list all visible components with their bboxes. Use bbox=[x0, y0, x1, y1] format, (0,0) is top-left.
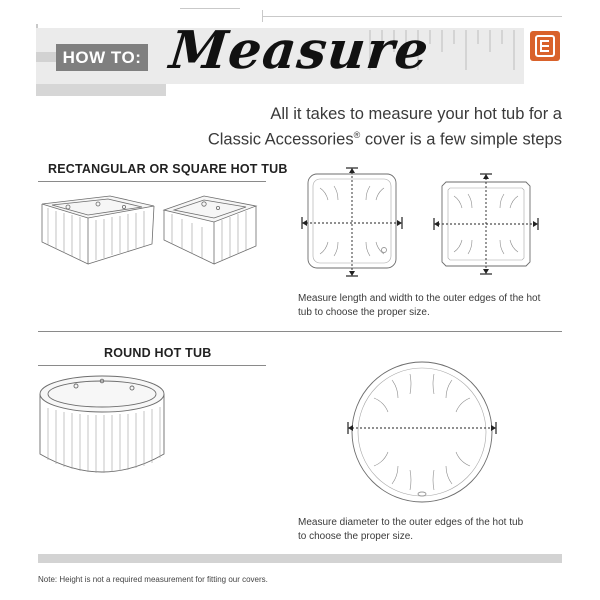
round-section-title: ROUND HOT TUB bbox=[104, 346, 212, 360]
round-caption bbox=[298, 516, 523, 544]
rectangular-caption bbox=[298, 292, 540, 320]
round-hot-tub-image bbox=[36, 372, 168, 480]
intro-line-2 bbox=[142, 125, 562, 151]
rectangular-caption-line-2: tub to choose the proper size. bbox=[298, 307, 430, 318]
rectangular-section-title: RECTANGULAR OR SQUARE HOT TUB bbox=[48, 162, 288, 176]
intro-brand: Classic Accessories bbox=[207, 130, 354, 149]
section-divider bbox=[38, 331, 562, 332]
round-caption-line-2: to choose the proper size. bbox=[298, 531, 414, 542]
header-ruler-top-right bbox=[262, 16, 562, 17]
intro-line-2-rest: cover is a few simple steps bbox=[360, 130, 562, 149]
round-measure-diagram bbox=[344, 354, 500, 510]
footer-bar bbox=[38, 554, 562, 563]
round-title-underline bbox=[38, 365, 266, 366]
rectangular-measure-diagram bbox=[300, 166, 408, 278]
rectangular-caption-line-1: Measure length and width to the outer edges of the hot bbox=[298, 293, 541, 304]
page-title: Measure bbox=[166, 20, 433, 81]
header-banner-underline bbox=[36, 84, 166, 96]
intro-text bbox=[142, 104, 562, 151]
square-hot-tub-image bbox=[160, 194, 260, 268]
intro-line-1: All it takes to measure your hot tub for a bbox=[270, 105, 562, 123]
rectangular-title-underline bbox=[38, 181, 266, 182]
rectangular-hot-tub-image bbox=[38, 192, 156, 272]
header-ruler-top bbox=[180, 8, 240, 9]
registered-mark: ® bbox=[353, 130, 361, 140]
howto-label: HOW TO: bbox=[56, 44, 148, 71]
round-caption-line-1: Measure diameter to the outer edges of the hot tub bbox=[298, 517, 524, 528]
classic-accessories-logo-icon bbox=[530, 31, 560, 61]
square-measure-diagram bbox=[432, 172, 540, 276]
footer-note: Note: Height is not a required measurement for fitting our covers. bbox=[38, 575, 268, 584]
